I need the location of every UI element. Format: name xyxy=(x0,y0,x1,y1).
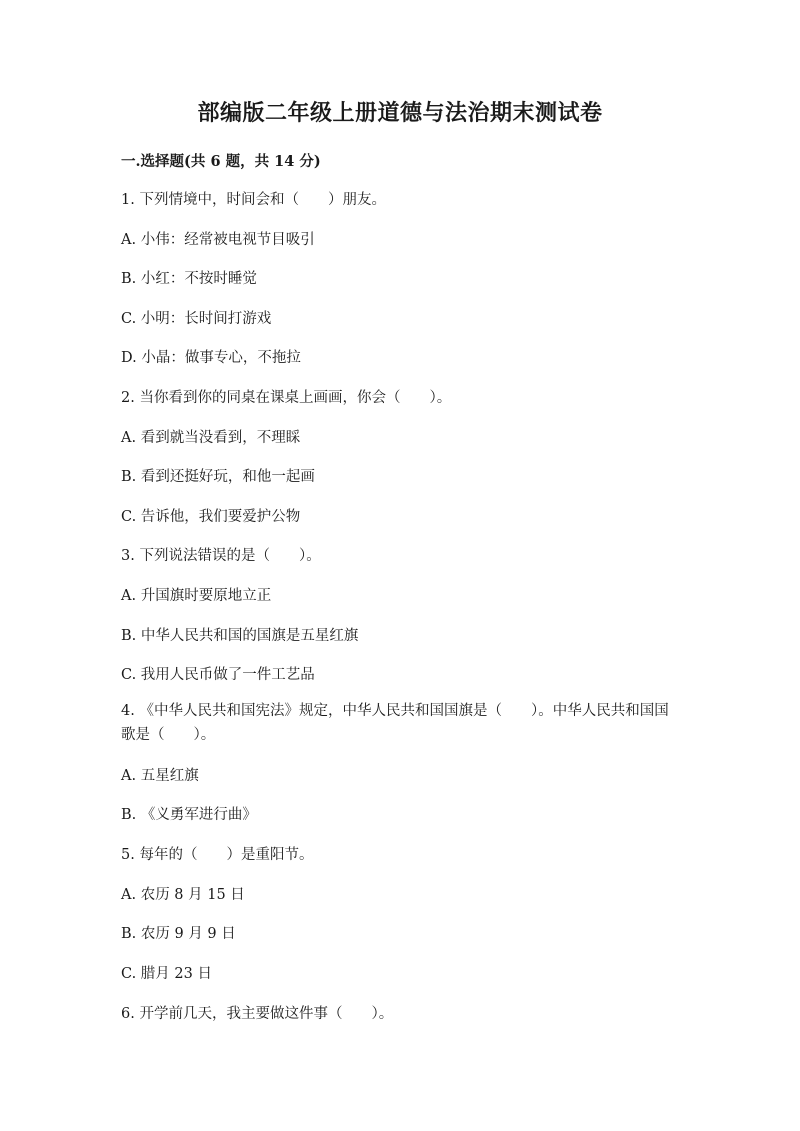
question-1-stem: 1. 下列情境中，时间会和（ ）朋友。 xyxy=(121,192,386,208)
question-3-option-b: B. 中华人民共和国的国旗是五星红旗 xyxy=(121,628,359,644)
section-heading: 一.选择题(共 6 题，共 14 分) xyxy=(121,153,321,170)
question-6-stem: 6. 开学前几天，我主要做这件事（ ）。 xyxy=(121,1006,394,1022)
question-3-option-a: A. 升国旗时要原地立正 xyxy=(121,588,272,604)
question-3-option-c: C. 我用人民币做了一件工艺品 xyxy=(121,667,315,683)
question-2-stem: 2. 当你看到你的同桌在课桌上画画，你会（ ）。 xyxy=(121,390,452,406)
question-4-option-a: A. 五星红旗 xyxy=(121,768,199,784)
question-4-stem: 4. 《中华人民共和国宪法》规定，中华人民共和国国旗是（ ）。中华人民共和国国歌是（ ）。 xyxy=(121,703,669,743)
question-2-option-b: B. 看到还挺好玩，和他一起画 xyxy=(121,469,315,485)
page-title: 部编版二年级上册道德与法治期末测试卷 xyxy=(197,100,603,126)
question-5-option-b: B. 农历 9 月 9 日 xyxy=(121,926,236,942)
question-1-option-c: C. 小明：长时间打游戏 xyxy=(121,311,272,327)
question-1-option-b: B. 小红：不按时睡觉 xyxy=(121,271,257,287)
question-5-option-c: C. 腊月 23 日 xyxy=(121,966,212,982)
question-2-option-a: A. 看到就当没看到，不理睬 xyxy=(121,430,301,446)
question-4-option-b: B. 《义勇军进行曲》 xyxy=(121,807,257,823)
question-2-option-c: C. 告诉他，我们要爱护公物 xyxy=(121,509,301,525)
question-1-option-d: D. 小晶：做事专心，不拖拉 xyxy=(121,350,301,366)
question-3-stem: 3. 下列说法错误的是（ ）。 xyxy=(121,548,321,564)
question-5-option-a: A. 农历 8 月 15 日 xyxy=(121,887,245,903)
question-5-stem: 5. 每年的（ ）是重阳节。 xyxy=(121,847,314,863)
question-1-option-a: A. 小伟：经常被电视节目吸引 xyxy=(121,232,315,248)
